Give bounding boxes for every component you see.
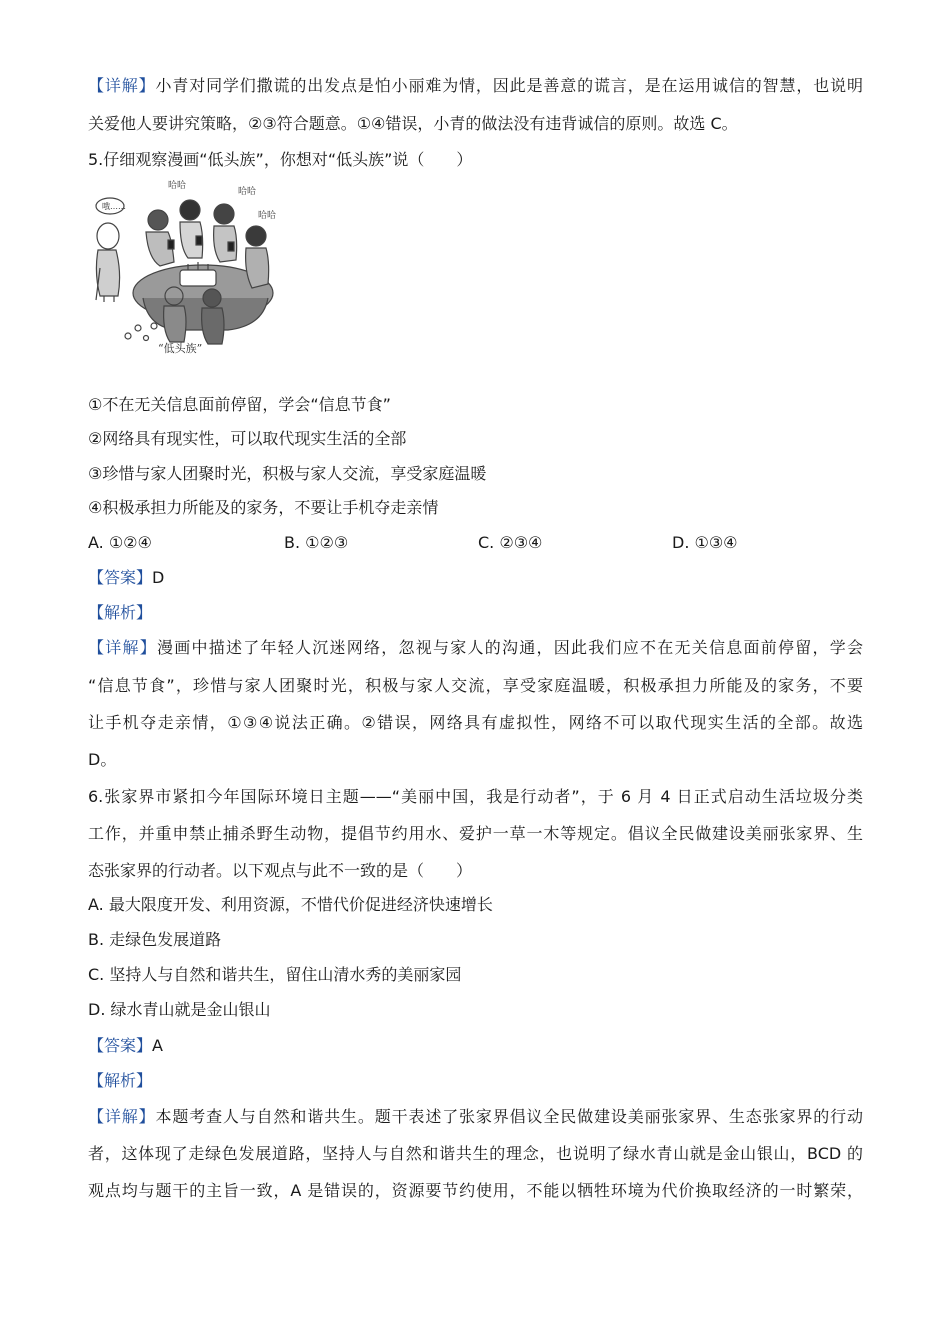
q6-detail-text-1: 本题考查人与自然和谐共生。题干表述了张家界倡议全民做建设美丽张家界、生态张家界的行动 [155, 1107, 863, 1126]
q5-detail-line-3: 让手机夺走亲情，①③④说法正确。②错误，网络具有虚拟性，网络不可以取代现实生活的全部。故选 [88, 713, 863, 732]
q6-answer [88, 1036, 863, 1056]
q6-option-a: A. 最大限度开发、利用资源，不惜代价促进经济快速增长 [88, 895, 493, 914]
q6-option-d: D. 绿水青山就是金山银山 [88, 1000, 271, 1019]
q5-option-c: C. ②③④ [478, 533, 543, 552]
q6-detail-line-3: 观点均与题干的主旨一致，A 是错误的，资源要节约使用，不能以牺牲环境为代价换取经济的一时繁荣， [88, 1181, 863, 1200]
q6-stem-line-2: 工作，并重申禁止捕杀野生动物，提倡节约用水、爱护一草一木等规定。倡议全民做建设美丽张家界、生 [88, 824, 863, 843]
q5-answer [88, 568, 863, 588]
low-head-cartoon [88, 178, 288, 358]
person-3-head [214, 204, 234, 224]
q6-option-c: C. 坚持人与自然和谐共生，留住山清水秀的美丽家园 [88, 965, 462, 984]
q6-analysis-tag [88, 1071, 863, 1091]
q5-analysis-tag [88, 603, 863, 623]
detail-tag: 【详解】 [88, 638, 157, 657]
elder-bubble-text: 哦…… [102, 202, 126, 211]
answer-tag: 【答案】 [88, 568, 153, 587]
q5-statement-4: ④积极承担力所能及的家务，不要让手机夺走亲情 [88, 498, 439, 517]
q5-stem: 5.仔细观察漫画“低头族”，你想对“低头族”说（ ） [88, 150, 473, 169]
elder-head [97, 223, 119, 249]
cartoon-caption: “低头族” [158, 342, 203, 355]
q4-detail-line-1 [88, 76, 863, 96]
q4-detail-text-1: 小青对同学们撒谎的出发点是怕小丽难为情，因此是善意的谎言，是在运用诚信的智慧，也说明 [155, 76, 863, 95]
phone [168, 240, 174, 249]
q5-option-d: D. ①③④ [672, 533, 738, 552]
person-2-head [180, 200, 200, 220]
answer-tag: 【答案】 [88, 1036, 153, 1055]
q5-statement-2: ②网络具有现实性，可以取代现实生活的全部 [88, 429, 407, 448]
laugh-text-3: 哈哈 [258, 211, 277, 221]
laugh-text-1: 哈哈 [168, 181, 187, 191]
phone [196, 236, 202, 245]
q6-option-b: B. 走绿色发展道路 [88, 930, 222, 949]
q5-options [88, 533, 863, 553]
phone [228, 242, 234, 251]
detail-tag: 【详解】 [88, 1107, 156, 1126]
cake [180, 270, 216, 286]
q5-detail-text-1: 漫画中描述了年轻人沉迷网络，忽视与家人的沟通，因此我们应不在无关信息面前停留，学会 [157, 638, 863, 657]
q6-detail-line-1 [88, 1107, 863, 1127]
q4-detail-line-2: 关爱他人要讲究策略，②③符合题意。①④错误，小青的做法没有违背诚信的原则。故选 C。 [88, 114, 738, 133]
q5-statement-1: ①不在无关信息面前停留，学会“信息节食” [88, 395, 391, 414]
q5-detail-line-2: “信息节食”，珍惜与家人团聚时光，积极与家人交流，享受家庭温暖，积极承担力所能及的家务，不要 [88, 676, 863, 695]
q5-option-a: A. ①②④ [88, 533, 152, 552]
laugh-text-2: 哈哈 [238, 187, 257, 197]
q5-statement-3: ③珍惜与家人团聚时光，积极与家人交流，享受家庭温暖 [88, 464, 487, 483]
analysis-tag: 【解析】 [88, 1071, 153, 1090]
q6-detail-line-2: 者，这体现了走绿色发展道路，坚持人与自然和谐共生的理念，也说明了绿水青山就是金山银山，BCD 的 [88, 1144, 863, 1163]
person-1-head [148, 210, 168, 230]
analysis-tag: 【解析】 [88, 603, 153, 622]
q5-answer-value: D [152, 568, 165, 587]
q5-detail-line-1 [88, 638, 863, 658]
q6-stem-line-3: 态张家界的行动者。以下观点与此不一致的是（ ） [88, 861, 473, 880]
q5-option-b: B. ①②③ [284, 533, 349, 552]
person-4-head [246, 226, 266, 246]
detail-tag: 【详解】 [88, 76, 156, 95]
q6-stem-line-1: 6.张家界市紧扣今年国际环境日主题——“美丽中国，我是行动者”，于 6 月 4 日正式启动生活垃圾分类 [88, 787, 863, 806]
q6-answer-value: A [152, 1036, 163, 1055]
q5-detail-line-4: D。 [88, 750, 117, 769]
person-6-head [203, 289, 221, 307]
